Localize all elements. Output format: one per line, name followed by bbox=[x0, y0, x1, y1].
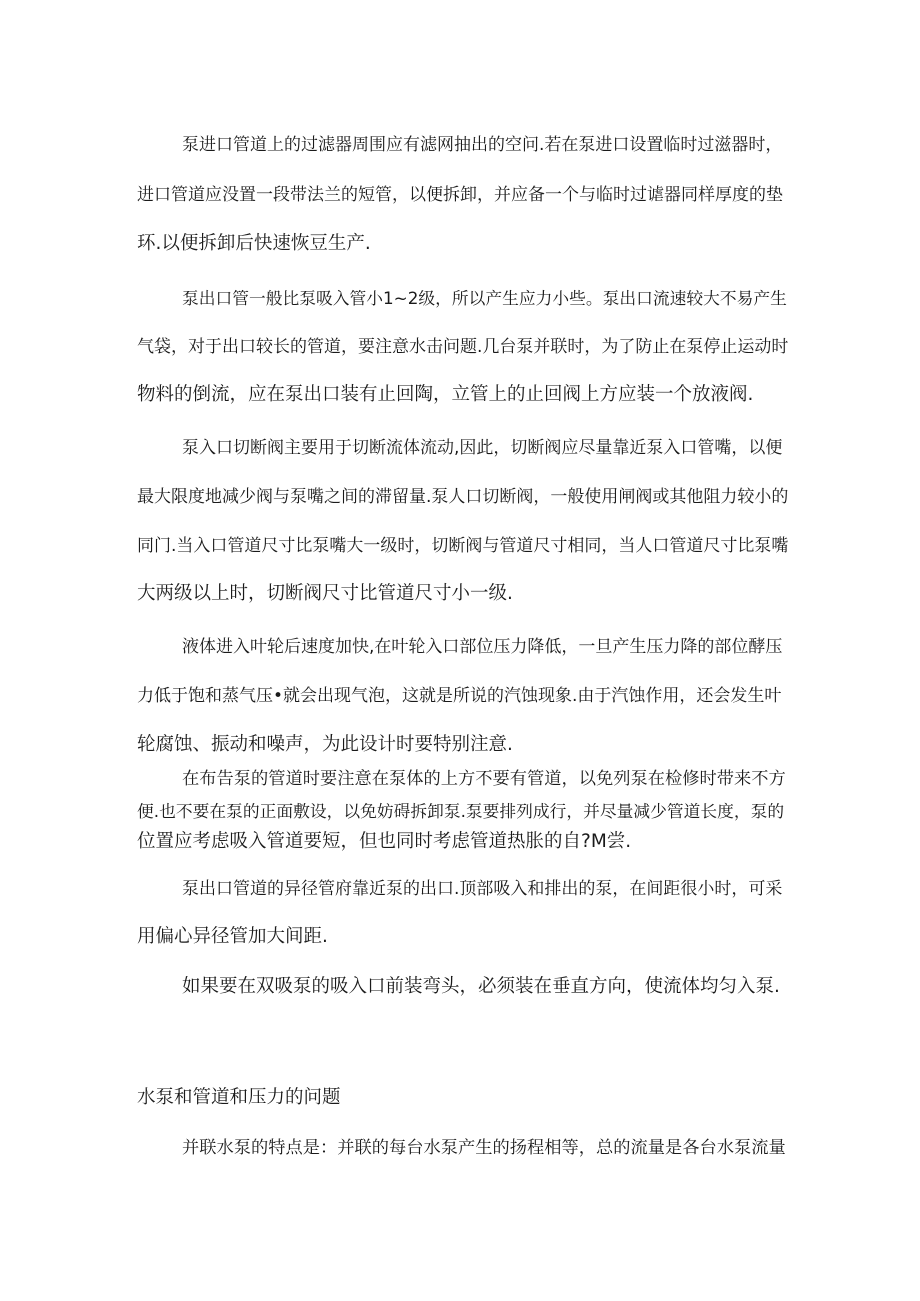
paragraph-line: 大两级以上时，切断阀尺寸比管道尺寸小一级. bbox=[137, 583, 513, 604]
paragraph-line: 如果要在双吸泵的吸入口前装弯头，必须装在垂直方向，使流体均匀入泵. bbox=[182, 976, 780, 997]
paragraph-line: 在布告泵的管道时要注意在泵体的上方不要有管道，以免列泵在检修时带来不方 bbox=[182, 769, 786, 789]
paragraph-line: 进口管道应没置一段带法兰的短管，以便拆卸，并应备一个与临时过谑器同样厚度的垫 bbox=[137, 185, 783, 205]
paragraph-line: 泵出口管一般比泵吸入管小1~2级，所以产生应力小些。泵出口流速较大不易产生 bbox=[182, 288, 787, 308]
paragraph-line: 气袋，对于出口较长的管道，要注意水击问题.几台泵并联时，为了防止在泵停止运动时 bbox=[137, 337, 789, 357]
paragraph-line: 最大限度地减少阀与泵嘴之间的滞留量.泵人口切断阀，一般使用闸阀或其他阻力较小的 bbox=[137, 487, 789, 507]
paragraph-line: 同门.当入口管道尺寸比泵嘴大一级时，切断阀与管道尺寸相同，当人口管道尺寸比泵嘴 bbox=[137, 536, 789, 556]
paragraph-line: 液体进入叶轮后速度加快,在叶轮入口部位压力降低，一旦产生压力降的部位酵压 bbox=[182, 637, 783, 657]
section-heading: 水泵和管道和压力的问题 bbox=[137, 1087, 341, 1108]
paragraph-line: 轮腐蚀、振动和噪声，为此设计时要特别注意. bbox=[137, 734, 513, 755]
paragraph-line: 并联水泵的特点是：并联的每台水泵产生的扬程相等，总的流量是各台水泵流量 bbox=[182, 1138, 786, 1158]
paragraph-line: 环.以便拆卸后快速恢豆生产. bbox=[137, 233, 371, 254]
paragraph-line: 位置应考虑吸入管道要短，但也同时考虑管道热胀的自?M尝. bbox=[137, 831, 632, 852]
paragraph-line: 力低于饱和蒸气压•就会出现气泡，这就是所说的汽蚀现象.由于汽蚀作用，还会发生叶 bbox=[137, 686, 782, 706]
paragraph-line: 泵出口管道的异径管府靠近泵的出口.顶部吸入和排出的泵，在间距很小时，可采 bbox=[182, 879, 783, 899]
paragraph-line: 便.也不要在泵的正面敷设，以免妨碍拆卸泵.泵要排列成行，并尽量减少管道长度，泵的 bbox=[137, 801, 785, 821]
paragraph-line: 泵进口管道上的过滤器周围应有滤网抽出的空问.若在泵进口设置临时过滋器时， bbox=[182, 135, 783, 155]
paragraph-line: 用偏心异径管加大间距. bbox=[137, 926, 328, 947]
paragraph-line: 泵入口切断阀主要用于切断流体流动,因此，切断阀应尽量靠近泵入口管嘴，以便 bbox=[182, 438, 783, 458]
paragraph-line: 物料的倒流，应在泵出口装有止回陶，立管上的止回阀上方应装一个放液阀. bbox=[137, 384, 754, 405]
